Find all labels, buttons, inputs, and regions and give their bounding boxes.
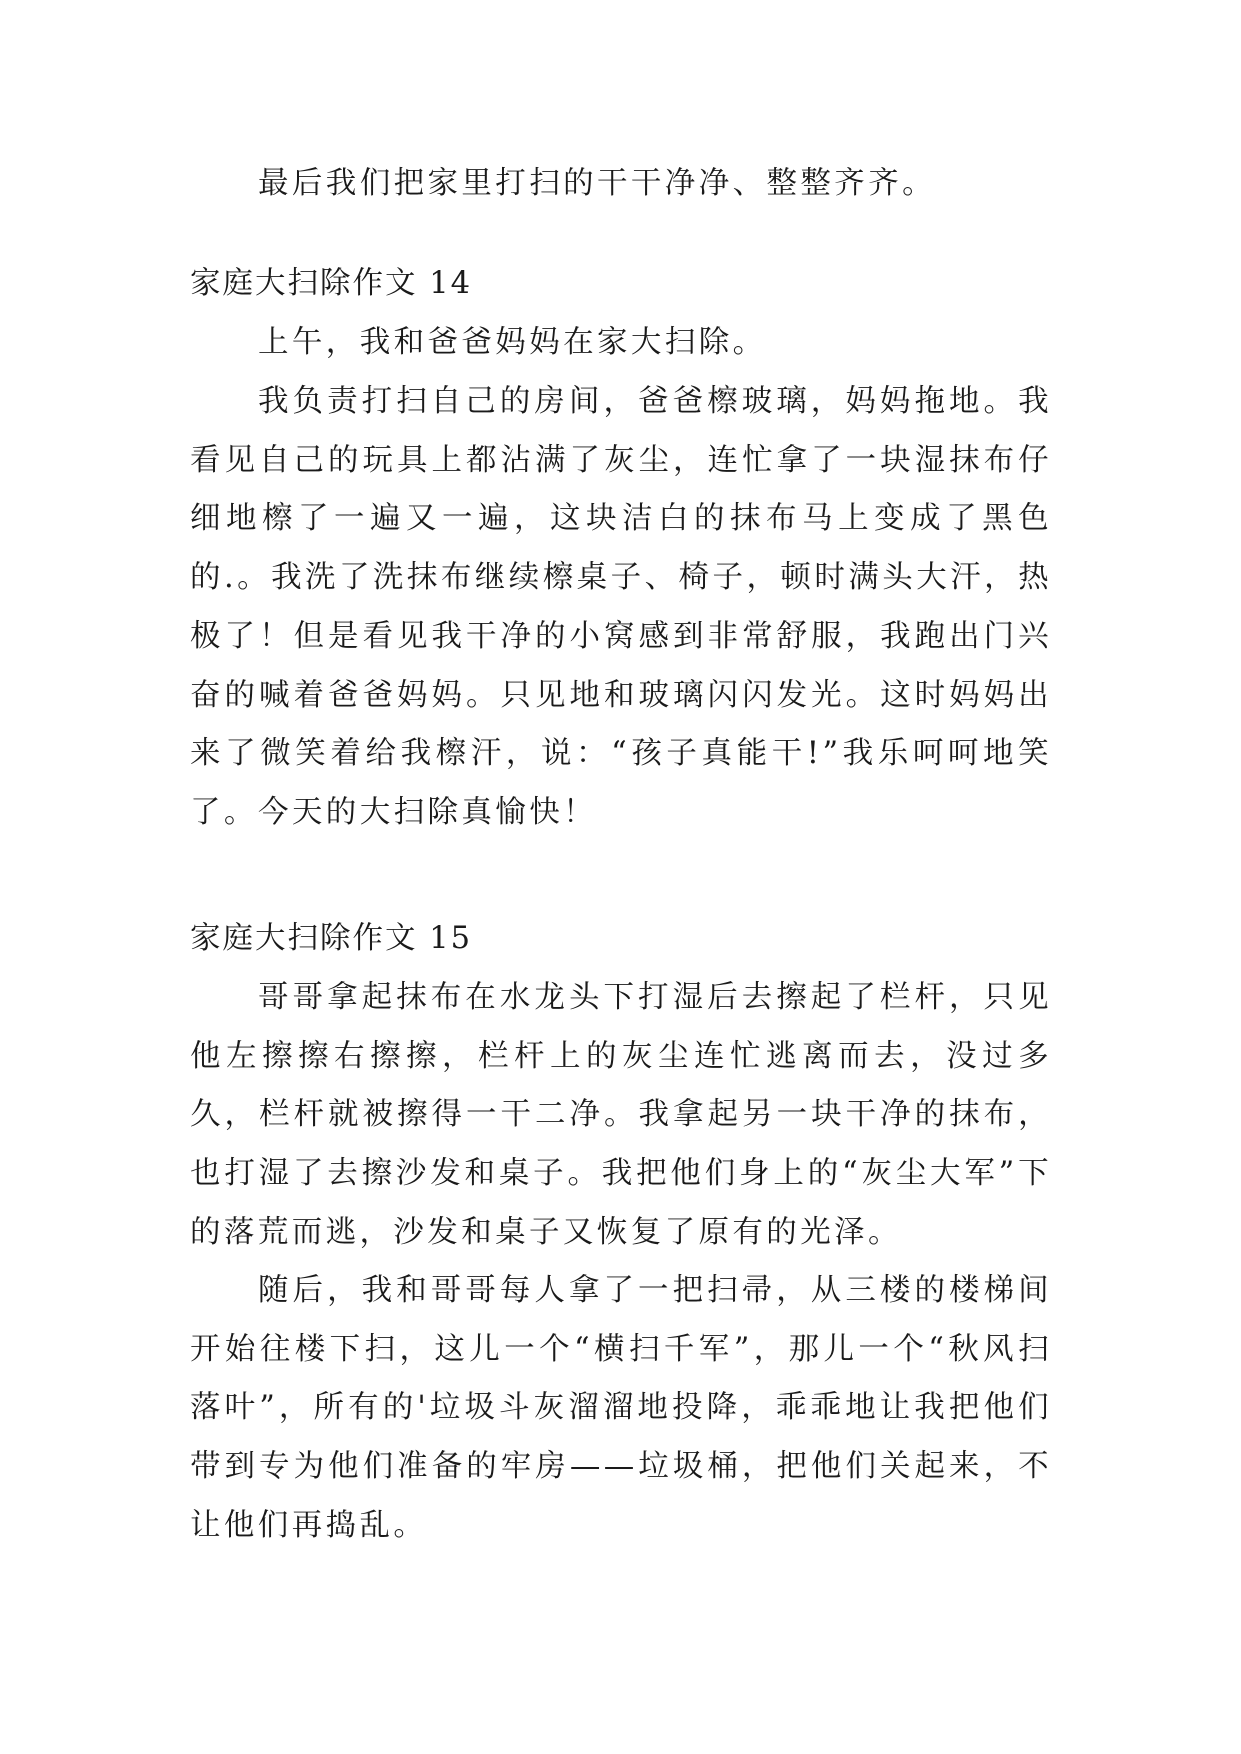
section-15-paragraph-2: 随后，我和哥哥每人拿了一把扫帚，从三楼的楼梯间开始往楼下扫，这儿一个“横扫千军”，那儿一个“秋风扫落叶”，所有的'垃圾斗灰溜溜地投降，乖乖地让我把他们带到专为他们准备的牢房——垃圾桶，把他们关起来，不让他们再捣乱。	[190, 1273, 1052, 1543]
section-15-paragraph-1: 哥哥拿起抹布在水龙头下打湿后去擦起了栏杆，只见他左擦擦右擦擦，栏杆上的灰尘连忙逃离而去，没过多久，栏杆就被擦得一干二净。我拿起另一块干净的抹布，也打湿了去擦沙发和桌子。我把他们身上的“灰尘大军”下的落荒而逃，沙发和桌子又恢复了原有的光泽。	[190, 980, 1052, 1250]
section-14-paragraph-3: 今天的大扫除真愉快！	[258, 795, 597, 830]
section-14-paragraph-1: 上午，我和爸爸妈妈在家大扫除。	[258, 325, 767, 360]
section-title-14: 家庭大扫除作文 14	[190, 266, 473, 301]
section-14-paragraph-2: 我负责打扫自己的房间，爸爸檫玻璃，妈妈拖地。我看见自己的玩具上都沾满了灰尘，连忙拿了一块湿抹布仔细地檫了一遍又一遍，这块洁白的抹布马上变成了黑色的.。我洗了洗抹布继续檫桌子、椅子，顿时满头大汗，热极了！但是看见我干净的小窝感到非常舒服，我跑出门兴奋的喊着爸爸妈妈。只见地和玻璃闪闪发光。这时妈妈出来了微笑着给我檫汗，说：“孩子真能干!”我乐呵呵地笑了。	[190, 384, 1052, 830]
section-title-15: 家庭大扫除作文 15	[190, 921, 473, 956]
intro-paragraph: 最后我们把家里打扫的干干净净、整整齐齐。	[258, 166, 936, 201]
